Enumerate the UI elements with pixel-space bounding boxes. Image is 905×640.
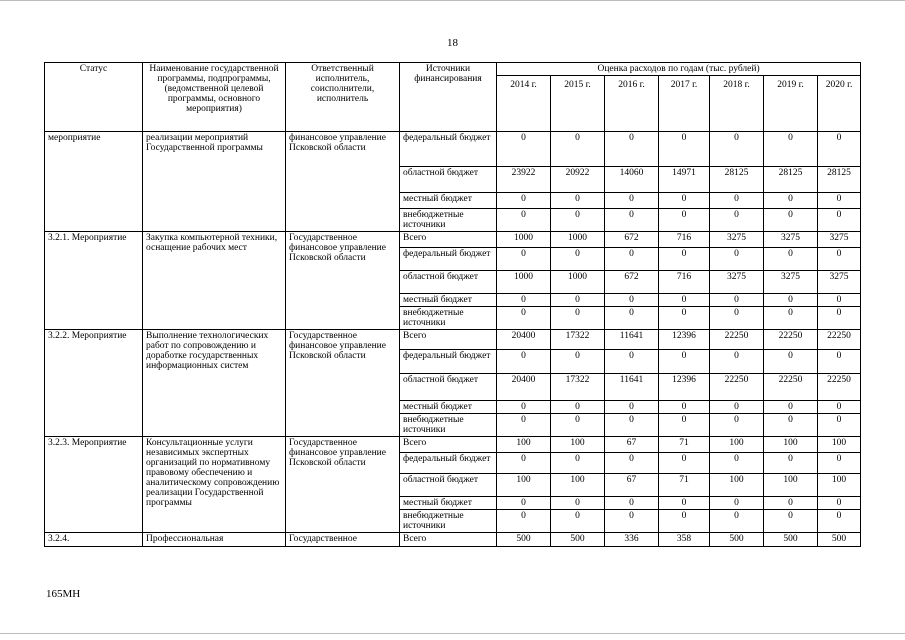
scan-edge-top bbox=[0, 0, 905, 1]
row-value: 0 bbox=[497, 307, 551, 330]
row-value: 22250 bbox=[710, 374, 764, 401]
row-source: федеральный бюджет bbox=[400, 453, 497, 474]
row-name: Выполнение технологических работ по сопровождению и доработке государственных информационных систем bbox=[143, 330, 286, 437]
row-value: 17322 bbox=[551, 330, 605, 350]
row-value: 0 bbox=[605, 453, 659, 474]
row-value: 1000 bbox=[497, 271, 551, 294]
row-value: 22250 bbox=[710, 330, 764, 350]
row-value: 1000 bbox=[551, 271, 605, 294]
row-value: 0 bbox=[710, 453, 764, 474]
row-value: 100 bbox=[710, 437, 764, 453]
row-executor: Государственное финансовое управление Псковской области bbox=[286, 437, 400, 533]
row-value: 11641 bbox=[605, 330, 659, 350]
row-value: 3275 bbox=[818, 271, 861, 294]
row-source: внебюджетные источники bbox=[400, 307, 497, 330]
row-value: 0 bbox=[497, 193, 551, 209]
row-value: 1000 bbox=[551, 232, 605, 248]
row-value: 0 bbox=[818, 401, 861, 414]
row-value: 0 bbox=[551, 453, 605, 474]
row-value: 0 bbox=[659, 248, 710, 271]
row-status: 3.2.2. Мероприятие bbox=[45, 330, 143, 437]
row-value: 0 bbox=[710, 401, 764, 414]
row-value: 67 bbox=[605, 437, 659, 453]
header-sources: Источники финансирования bbox=[400, 63, 497, 132]
row-value: 0 bbox=[551, 510, 605, 533]
header-executor: Ответственный исполнитель, соисполнители, исполнитель bbox=[286, 63, 400, 132]
row-value: 0 bbox=[818, 132, 861, 167]
row-status: 3.2.3. Мероприятие bbox=[45, 437, 143, 533]
row-value: 0 bbox=[659, 294, 710, 307]
row-value: 0 bbox=[764, 193, 818, 209]
row-value: 500 bbox=[818, 533, 861, 547]
row-value: 0 bbox=[551, 209, 605, 232]
row-value: 500 bbox=[497, 533, 551, 547]
header-estimate: Оценка расходов по годам (тыс. рублей) bbox=[497, 63, 861, 76]
row-value: 0 bbox=[659, 350, 710, 374]
row-value: 0 bbox=[818, 414, 861, 437]
row-value: 14971 bbox=[659, 167, 710, 193]
row-value: 0 bbox=[497, 132, 551, 167]
row-value: 0 bbox=[818, 248, 861, 271]
row-value: 0 bbox=[551, 294, 605, 307]
table-row bbox=[45, 437, 861, 453]
row-value: 0 bbox=[710, 350, 764, 374]
row-value: 0 bbox=[497, 248, 551, 271]
scan-edge-bottom bbox=[0, 633, 905, 634]
row-value: 28125 bbox=[710, 167, 764, 193]
row-value: 716 bbox=[659, 271, 710, 294]
row-value: 0 bbox=[764, 307, 818, 330]
row-value: 100 bbox=[551, 437, 605, 453]
row-value: 500 bbox=[764, 533, 818, 547]
row-executor: финансовое управление Псковской области bbox=[286, 132, 400, 232]
row-value: 0 bbox=[605, 401, 659, 414]
row-value: 0 bbox=[659, 414, 710, 437]
row-value: 0 bbox=[605, 294, 659, 307]
header-year: 2015 г. bbox=[551, 76, 605, 132]
row-value: 0 bbox=[710, 193, 764, 209]
row-value: 22250 bbox=[764, 374, 818, 401]
row-value: 0 bbox=[497, 401, 551, 414]
row-value: 0 bbox=[710, 294, 764, 307]
row-value: 500 bbox=[551, 533, 605, 547]
row-value: 0 bbox=[659, 510, 710, 533]
row-value: 0 bbox=[551, 193, 605, 209]
table-row bbox=[45, 232, 861, 248]
row-value: 0 bbox=[764, 248, 818, 271]
header-name: Наименование государственной программы, подпрограммы, (ведомственной целевой программы, основного мероприятия) bbox=[143, 63, 286, 132]
row-source: местный бюджет bbox=[400, 294, 497, 307]
row-executor: Государственное финансовое управление Псковской области bbox=[286, 232, 400, 330]
row-value: 0 bbox=[659, 497, 710, 510]
row-value: 0 bbox=[605, 209, 659, 232]
row-value: 0 bbox=[764, 401, 818, 414]
row-value: 14060 bbox=[605, 167, 659, 193]
row-value: 3275 bbox=[764, 232, 818, 248]
row-value: 0 bbox=[497, 350, 551, 374]
row-value: 22250 bbox=[764, 330, 818, 350]
row-source: федеральный бюджет bbox=[400, 350, 497, 374]
row-source: федеральный бюджет bbox=[400, 132, 497, 167]
row-value: 0 bbox=[818, 510, 861, 533]
row-source: областной бюджет bbox=[400, 374, 497, 401]
table-row bbox=[45, 533, 861, 547]
row-value: 0 bbox=[818, 350, 861, 374]
row-value: 672 bbox=[605, 232, 659, 248]
row-value: 22250 bbox=[818, 330, 861, 350]
header-year: 2018 г. bbox=[710, 76, 764, 132]
row-value: 17322 bbox=[551, 374, 605, 401]
row-value: 20400 bbox=[497, 374, 551, 401]
row-value: 0 bbox=[605, 510, 659, 533]
row-source: местный бюджет bbox=[400, 193, 497, 209]
row-value: 100 bbox=[710, 474, 764, 497]
row-source: федеральный бюджет bbox=[400, 248, 497, 271]
row-value: 358 bbox=[659, 533, 710, 547]
row-value: 672 bbox=[605, 271, 659, 294]
row-value: 22250 bbox=[818, 374, 861, 401]
row-value: 0 bbox=[764, 132, 818, 167]
row-value: 0 bbox=[764, 294, 818, 307]
row-value: 100 bbox=[818, 437, 861, 453]
row-source: внебюджетные источники bbox=[400, 209, 497, 232]
row-value: 0 bbox=[551, 497, 605, 510]
row-name: Консультационные услуги независимых экспертных организаций по нормативному правовому обеспечению и аналитическому сопровождению реализации Государственной программы bbox=[143, 437, 286, 533]
row-value: 0 bbox=[551, 248, 605, 271]
row-value: 0 bbox=[659, 193, 710, 209]
row-value: 23922 bbox=[497, 167, 551, 193]
header-status: Статус bbox=[45, 63, 143, 132]
row-value: 0 bbox=[605, 414, 659, 437]
row-value: 0 bbox=[551, 401, 605, 414]
row-executor: Государственное финансовое управление Псковской области bbox=[286, 330, 400, 437]
row-value: 3275 bbox=[818, 232, 861, 248]
table-row bbox=[45, 132, 861, 167]
row-source: внебюджетные источники bbox=[400, 414, 497, 437]
row-value: 0 bbox=[710, 209, 764, 232]
row-value: 0 bbox=[497, 510, 551, 533]
row-value: 12396 bbox=[659, 374, 710, 401]
row-value: 0 bbox=[497, 294, 551, 307]
row-value: 0 bbox=[818, 453, 861, 474]
row-value: 0 bbox=[764, 414, 818, 437]
row-value: 336 bbox=[605, 533, 659, 547]
row-value: 0 bbox=[764, 209, 818, 232]
page-number: 18 bbox=[447, 37, 458, 49]
row-value: 100 bbox=[497, 474, 551, 497]
row-value: 20400 bbox=[497, 330, 551, 350]
row-value: 67 bbox=[605, 474, 659, 497]
header-year: 2019 г. bbox=[764, 76, 818, 132]
row-value: 0 bbox=[551, 132, 605, 167]
row-name: Закупка компьютерной техники, оснащение рабочих мест bbox=[143, 232, 286, 330]
row-value: 3275 bbox=[710, 271, 764, 294]
row-source: Всего bbox=[400, 533, 497, 547]
row-value: 0 bbox=[605, 248, 659, 271]
row-value: 0 bbox=[764, 350, 818, 374]
row-source: областной бюджет bbox=[400, 167, 497, 193]
row-value: 0 bbox=[659, 132, 710, 167]
row-status: мероприятие bbox=[45, 132, 143, 232]
row-source: Всего bbox=[400, 232, 497, 248]
header-year: 2014 г. bbox=[497, 76, 551, 132]
row-value: 0 bbox=[605, 132, 659, 167]
row-value: 71 bbox=[659, 474, 710, 497]
row-value: 12396 bbox=[659, 330, 710, 350]
row-value: 0 bbox=[818, 497, 861, 510]
row-value: 0 bbox=[659, 453, 710, 474]
row-value: 0 bbox=[710, 414, 764, 437]
row-value: 0 bbox=[605, 497, 659, 510]
row-name: реализации мероприятий Государственной программы bbox=[143, 132, 286, 232]
row-value: 500 bbox=[710, 533, 764, 547]
row-value: 100 bbox=[818, 474, 861, 497]
row-value: 71 bbox=[659, 437, 710, 453]
row-source: внебюджетные источники bbox=[400, 510, 497, 533]
row-value: 20922 bbox=[551, 167, 605, 193]
row-value: 0 bbox=[764, 497, 818, 510]
row-value: 0 bbox=[605, 350, 659, 374]
row-value: 1000 bbox=[497, 232, 551, 248]
header-year: 2017 г. bbox=[659, 76, 710, 132]
row-value: 100 bbox=[764, 437, 818, 453]
row-value: 11641 bbox=[605, 374, 659, 401]
row-value: 0 bbox=[710, 248, 764, 271]
row-value: 100 bbox=[764, 474, 818, 497]
row-source: Всего bbox=[400, 330, 497, 350]
row-source: местный бюджет bbox=[400, 401, 497, 414]
row-value: 100 bbox=[497, 437, 551, 453]
row-value: 0 bbox=[605, 193, 659, 209]
row-value: 28125 bbox=[818, 167, 861, 193]
row-value: 0 bbox=[710, 510, 764, 533]
row-value: 0 bbox=[710, 307, 764, 330]
row-value: 0 bbox=[818, 307, 861, 330]
row-value: 0 bbox=[764, 453, 818, 474]
row-value: 28125 bbox=[764, 167, 818, 193]
row-value: 0 bbox=[818, 193, 861, 209]
row-source: областной бюджет bbox=[400, 271, 497, 294]
row-value: 0 bbox=[710, 497, 764, 510]
row-value: 0 bbox=[710, 132, 764, 167]
row-status: 3.2.1. Мероприятие bbox=[45, 232, 143, 330]
footer-code: 165МН bbox=[46, 588, 81, 600]
budget-table bbox=[44, 62, 861, 547]
row-source: Всего bbox=[400, 437, 497, 453]
row-value: 0 bbox=[497, 453, 551, 474]
row-value: 0 bbox=[818, 209, 861, 232]
row-value: 0 bbox=[818, 294, 861, 307]
table-row bbox=[45, 330, 861, 350]
row-value: 0 bbox=[551, 307, 605, 330]
row-value: 3275 bbox=[764, 271, 818, 294]
row-value: 0 bbox=[551, 414, 605, 437]
row-executor: Государственное bbox=[286, 533, 400, 547]
row-value: 3275 bbox=[710, 232, 764, 248]
row-source: областной бюджет bbox=[400, 474, 497, 497]
row-source: местный бюджет bbox=[400, 497, 497, 510]
header-year: 2020 г. bbox=[818, 76, 861, 132]
row-value: 0 bbox=[497, 414, 551, 437]
row-value: 0 bbox=[659, 307, 710, 330]
row-status: 3.2.4. bbox=[45, 533, 143, 547]
row-value: 0 bbox=[659, 401, 710, 414]
row-value: 0 bbox=[551, 350, 605, 374]
row-value: 0 bbox=[764, 510, 818, 533]
row-value: 716 bbox=[659, 232, 710, 248]
row-value: 0 bbox=[605, 307, 659, 330]
row-value: 0 bbox=[497, 209, 551, 232]
row-value: 0 bbox=[659, 209, 710, 232]
row-name: Профессиональная bbox=[143, 533, 286, 547]
header-year: 2016 г. bbox=[605, 76, 659, 132]
row-value: 0 bbox=[497, 497, 551, 510]
row-value: 100 bbox=[551, 474, 605, 497]
